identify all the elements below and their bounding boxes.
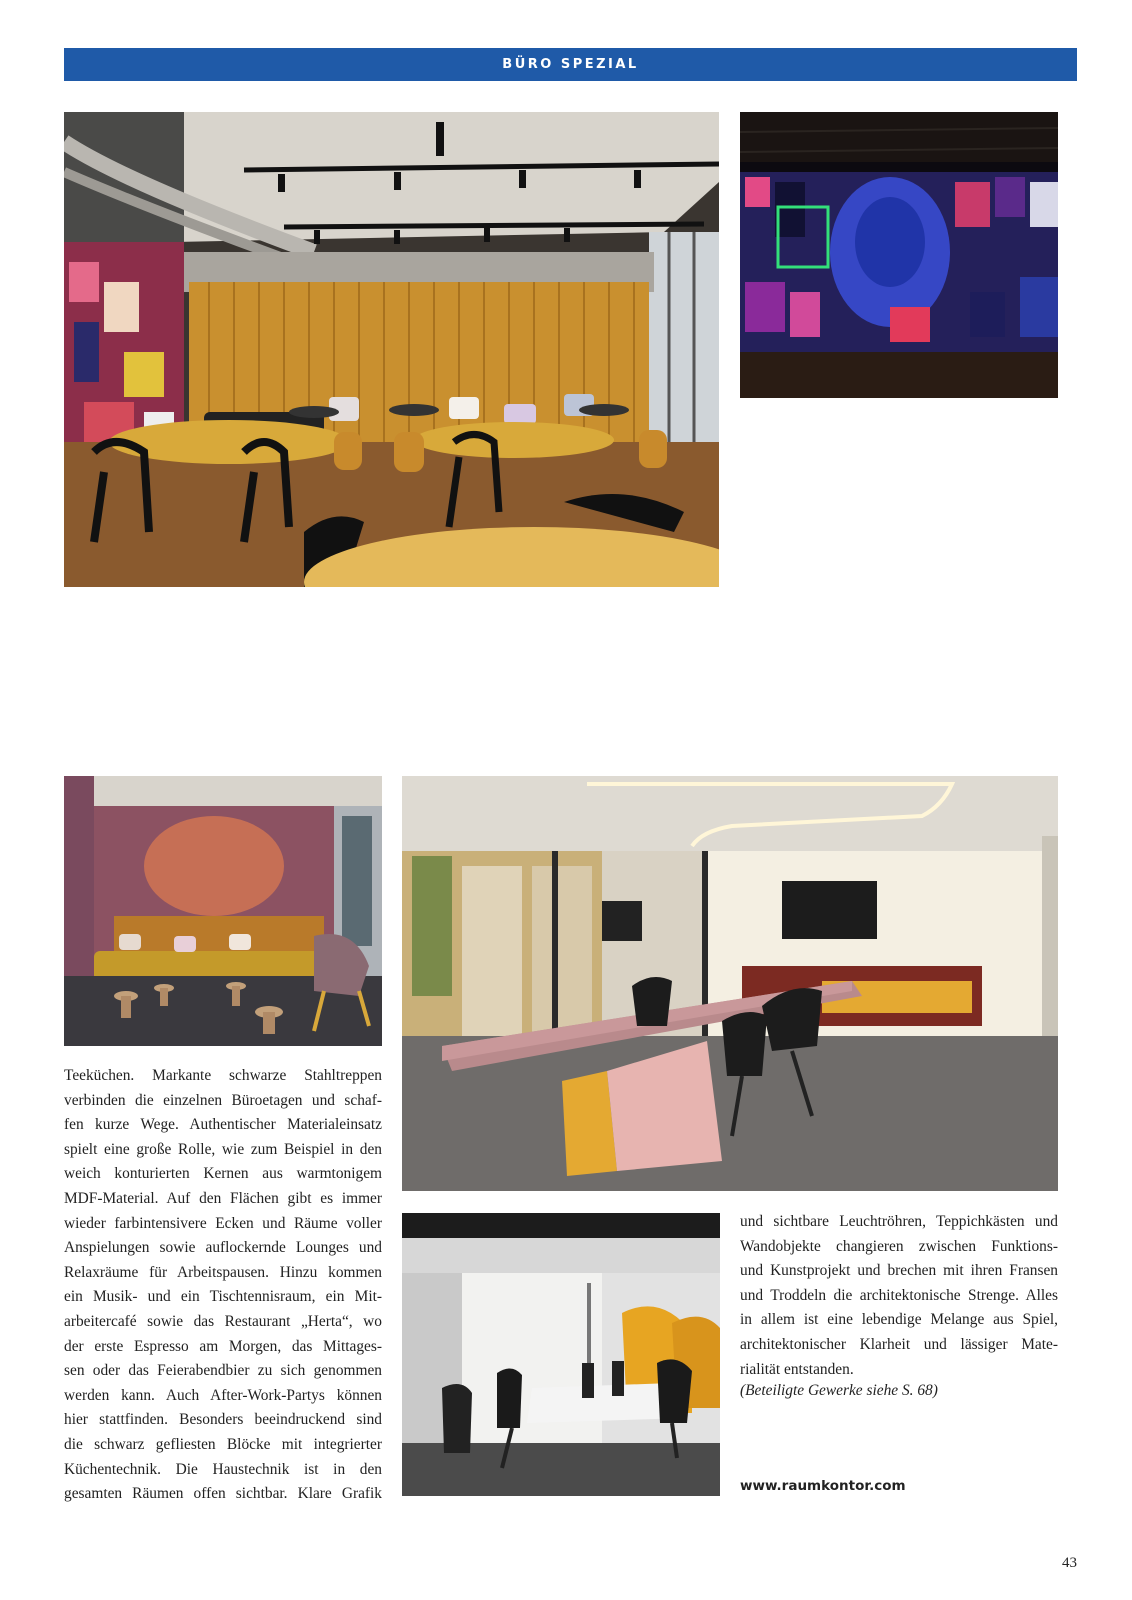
section-label: BÜRO SPEZIAL <box>502 57 639 72</box>
text-line: spielt eine große Rolle, wie zum Beispiel in den <box>64 1140 382 1158</box>
section-header-bar <box>64 48 1077 81</box>
photo-conference-room <box>402 776 1058 1191</box>
photo-violet-lounge-niche <box>64 776 382 1046</box>
text-line: werden kann. Auch After-Work-Partys können <box>64 1386 382 1404</box>
text-line: Wandobjekte changieren zwischen Funktions- <box>740 1237 1058 1255</box>
text-line: hier stattfinden. Besonders beeindruckend sind <box>64 1411 382 1429</box>
text-line: in allem ist eine lebendige Melange aus Spiel, <box>740 1311 1058 1329</box>
photo-open-workspace <box>402 1213 720 1496</box>
page-number: 43 <box>1062 1555 1077 1571</box>
right-text-column <box>740 1210 1058 1382</box>
photo-neon-poster-wall <box>740 112 1058 398</box>
text-line: verbinden die einzelnen Büroetagen und schaf- <box>64 1091 382 1109</box>
text-line: und Kunstprojekt und brechen mit ihren Fransen <box>740 1262 1058 1280</box>
text-line: und sichtbare Leuchtröhren, Teppichkästen und <box>740 1213 1058 1230</box>
text-line: MDF-Material. Auf den Flächen gibt es immer <box>64 1189 382 1207</box>
text-line: rialität entstanden. <box>740 1360 854 1378</box>
website-link[interactable]: www.raumkontor.com <box>740 1478 906 1494</box>
photo-cafeteria-lounge <box>64 112 719 587</box>
text-line: Küchentechnik. Die Haustechnik ist in den <box>64 1460 382 1478</box>
text-line: der erste Espresso am Morgen, das Mittages- <box>64 1337 382 1355</box>
text-line: und Troddeln die architektonische Strenge. Alles <box>740 1286 1058 1304</box>
trades-credit: (Beteiligte Gewerke siehe S. 68) <box>740 1382 938 1399</box>
text-line: Relaxräume für Arbeitspausen. Hinzu kommen <box>64 1263 382 1281</box>
text-line: fen kurze Wege. Authentischer Materialeinsatz <box>64 1116 382 1134</box>
text-line: Teeküchen. Markante schwarze Stahltreppen <box>64 1067 382 1084</box>
left-text-column <box>64 1064 382 1507</box>
text-line: ein Musik- und ein Tischtennisraum, ein Mit- <box>64 1288 382 1306</box>
text-line: die schwarz gefliesten Blöcke mit integrierter <box>64 1435 382 1453</box>
text-line: arbeitercafé sowie das Restaurant „Herta“, wo <box>64 1312 382 1330</box>
text-line: architektonischer Klarheit und lässiger Mate- <box>740 1335 1058 1353</box>
text-line: weich konturierten Kernen aus warmtonigem <box>64 1165 382 1183</box>
text-line: Anspielungen sowie auflockernde Lounges und <box>64 1239 382 1257</box>
text-line: sen oder das Feierabendbier zu sich genommen <box>64 1362 382 1380</box>
text-line: wieder farbintensivere Ecken und Räume voller <box>64 1214 382 1232</box>
text-line: gesamten Räumen offen sichtbar. Klare Grafik <box>64 1485 382 1503</box>
